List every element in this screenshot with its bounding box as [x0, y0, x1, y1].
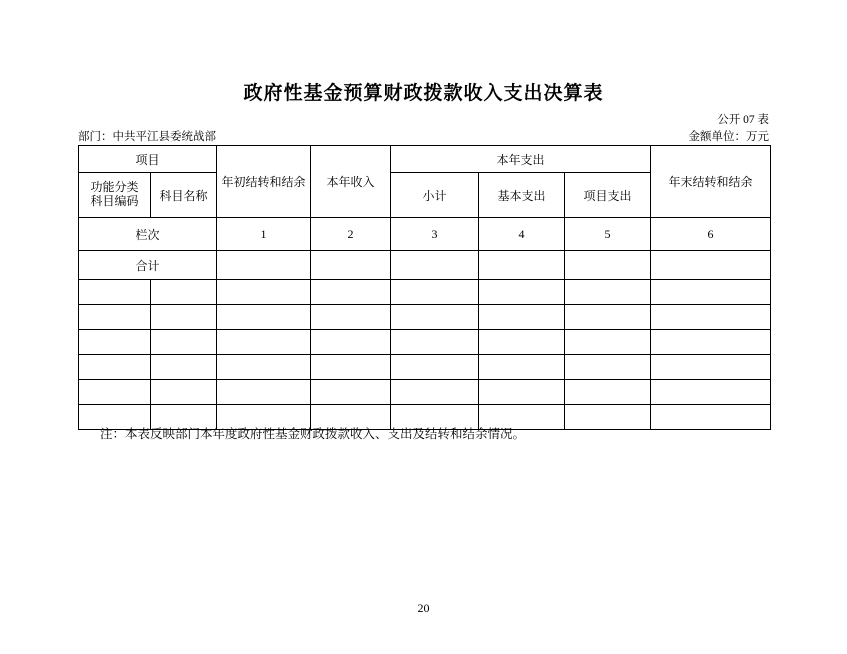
total-current-year-income	[311, 251, 391, 280]
header-subtotal: 小计	[391, 173, 479, 218]
amount-unit-label: 金额单位：万元	[688, 131, 769, 143]
total-row-label: 合计	[79, 251, 217, 280]
header-closing-balance: 年末结转和结余	[651, 146, 771, 218]
column-number-2: 2	[311, 218, 391, 251]
cell-function-code	[79, 380, 151, 405]
cell-subject-name	[151, 355, 217, 380]
cell-current-year-income	[311, 330, 391, 355]
total-closing-balance	[651, 251, 771, 280]
table-header-row-top	[79, 146, 771, 173]
cell-function-code	[79, 355, 151, 380]
cell-closing-balance	[651, 355, 771, 380]
cell-current-year-income	[311, 280, 391, 305]
table-row	[79, 380, 771, 405]
cell-basic-expense	[479, 280, 565, 305]
cell-opening-balance	[217, 355, 311, 380]
cell-closing-balance	[651, 330, 771, 355]
cell-subtotal	[391, 380, 479, 405]
cell-current-year-income	[311, 355, 391, 380]
column-number-3: 3	[391, 218, 479, 251]
page-title: 政府性基金预算财政拨款收入支出决算表	[243, 83, 604, 104]
total-project-expense	[565, 251, 651, 280]
cell-function-code	[79, 330, 151, 355]
table-note: 注：本表反映部门本年度政府性基金财政拨款收入、支出及结转和结余情况。	[100, 427, 526, 441]
cell-opening-balance	[217, 305, 311, 330]
table-row	[79, 280, 771, 305]
cell-subtotal	[391, 355, 479, 380]
cell-current-year-income	[311, 380, 391, 405]
total-subtotal	[391, 251, 479, 280]
sheet-code-label: 公开 07 表	[717, 114, 769, 126]
cell-project-expense	[565, 380, 651, 405]
column-number-1: 1	[217, 218, 311, 251]
cell-closing-balance	[651, 380, 771, 405]
cell-function-code	[79, 305, 151, 330]
header-current-year-expense-group: 本年支出	[391, 146, 651, 173]
cell-project-expense	[565, 405, 651, 430]
table-row	[79, 355, 771, 380]
header-function-code-line2: 科目编码	[90, 194, 139, 208]
cell-subject-name	[151, 330, 217, 355]
cell-opening-balance	[217, 280, 311, 305]
department-label: 部门：中共平江县委统战部	[78, 131, 216, 143]
cell-function-code	[79, 280, 151, 305]
column-number-5: 5	[565, 218, 651, 251]
total-opening-balance	[217, 251, 311, 280]
cell-subject-name	[151, 305, 217, 330]
cell-basic-expense	[479, 305, 565, 330]
header-current-year-income: 本年收入	[311, 146, 391, 218]
header-opening-balance: 年初结转和结余	[217, 146, 311, 218]
table-row	[79, 330, 771, 355]
cell-basic-expense	[479, 380, 565, 405]
cell-closing-balance	[651, 280, 771, 305]
cell-basic-expense	[479, 355, 565, 380]
header-basic-expense: 基本支出	[479, 173, 565, 218]
cell-closing-balance	[651, 405, 771, 430]
header-function-code-line1: 功能分类	[90, 180, 139, 195]
cell-subtotal	[391, 330, 479, 355]
column-numbers-label: 栏次	[79, 218, 217, 251]
cell-project-expense	[565, 280, 651, 305]
budget-table	[78, 145, 771, 430]
total-basic-expense	[479, 251, 565, 280]
cell-basic-expense	[479, 330, 565, 355]
cell-project-expense	[565, 330, 651, 355]
cell-subject-name	[151, 280, 217, 305]
page-number: 20	[417, 601, 430, 615]
header-subject-name: 科目名称	[151, 173, 217, 218]
cell-project-expense	[565, 355, 651, 380]
table-row-total	[79, 251, 771, 280]
header-item-group: 项目	[79, 146, 217, 173]
cell-project-expense	[565, 305, 651, 330]
cell-opening-balance	[217, 330, 311, 355]
cell-subtotal	[391, 280, 479, 305]
cell-subtotal	[391, 305, 479, 330]
cell-closing-balance	[651, 305, 771, 330]
table-row	[79, 305, 771, 330]
header-project-expense: 项目支出	[565, 173, 651, 218]
column-number-4: 4	[479, 218, 565, 251]
cell-opening-balance	[217, 380, 311, 405]
header-function-code	[79, 173, 151, 218]
cell-current-year-income	[311, 305, 391, 330]
cell-subject-name	[151, 380, 217, 405]
table-row-column-numbers	[79, 218, 771, 251]
column-number-6: 6	[651, 218, 771, 251]
